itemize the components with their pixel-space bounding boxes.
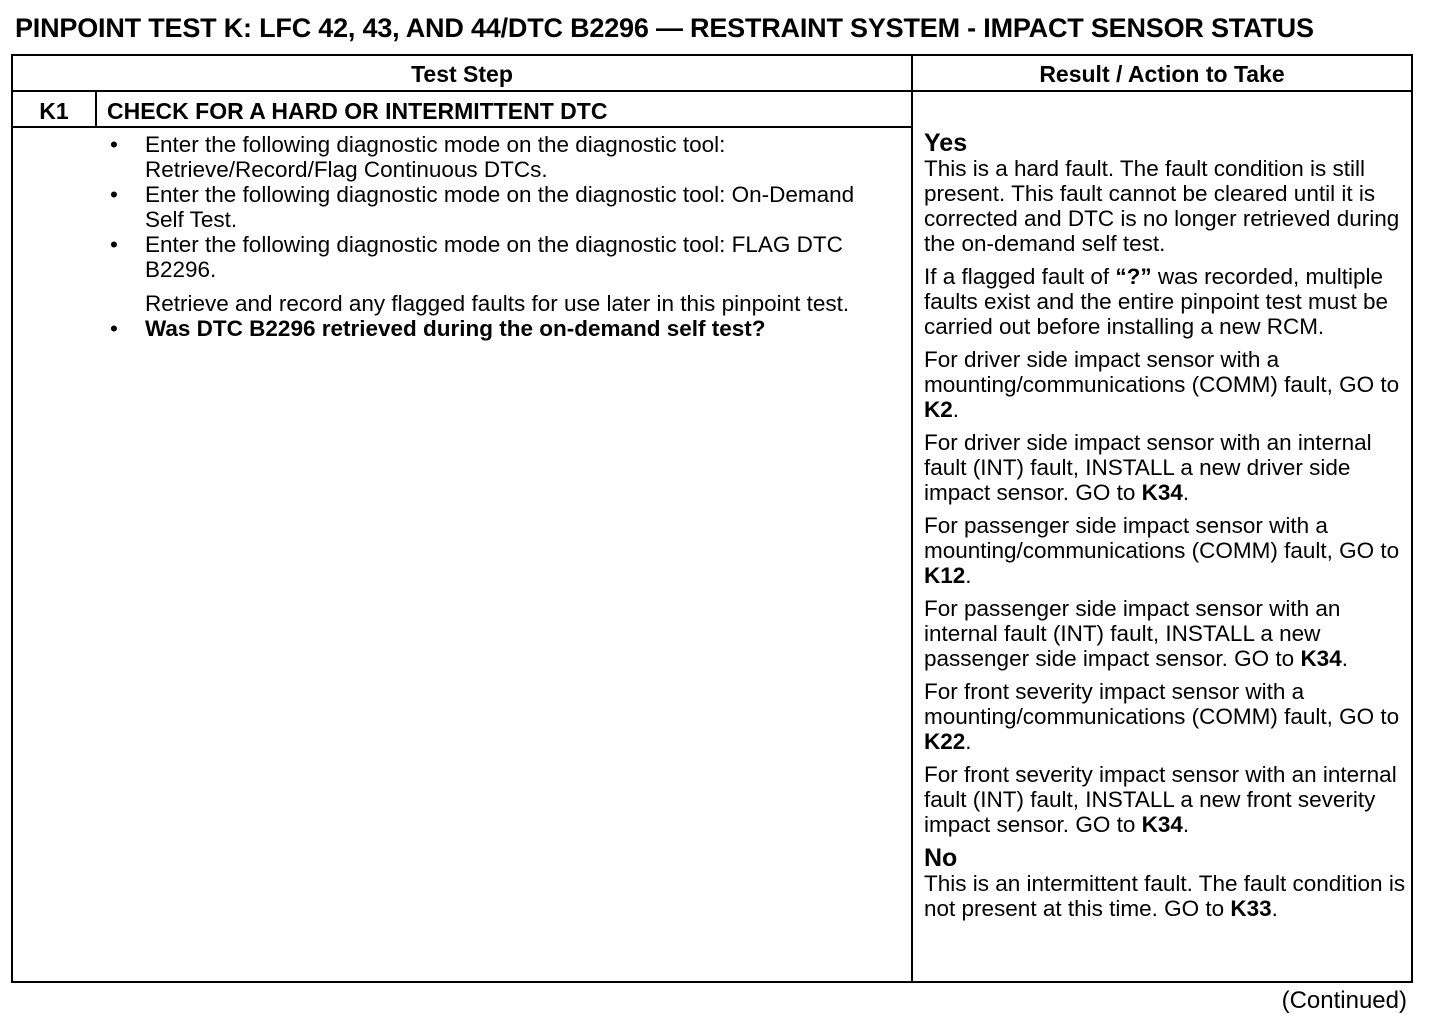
- action-text: For passenger side impact sensor with an internal fault (INT) fault, INSTALL a new passenger side impact sensor. GO to: [924, 596, 1341, 671]
- bullet-icon: •: [110, 316, 118, 341]
- column-divider: [911, 56, 913, 981]
- action-punct: .: [965, 729, 972, 754]
- step-id-divider: [95, 92, 97, 128]
- action-punct: .: [1182, 480, 1190, 505]
- action-item: [924, 762, 1410, 837]
- no-text: [924, 871, 1410, 921]
- instruction-text: Enter the following diagnostic mode on the diagnostic tool: FLAG DTC B2296.: [145, 232, 843, 282]
- bullet-icon: •: [110, 232, 118, 257]
- instruction-note: Retrieve and record any flagged faults for use later in this pinpoint test.: [145, 291, 850, 316]
- instruction-item: [107, 182, 897, 232]
- action-punct: .: [965, 563, 972, 588]
- step-id: K1: [39, 98, 69, 124]
- instruction-item: [107, 232, 897, 282]
- pinpoint-test-table: [11, 54, 1413, 983]
- action-item: [924, 347, 1410, 422]
- result-action: [924, 130, 1410, 929]
- step-reference-link: K34: [1300, 646, 1342, 671]
- action-item: [924, 596, 1410, 671]
- yes-text: This is a hard fault. The fault condition is still present. This fault cannot be cleared until it is corrected and DTC is no longer retrieved during the on-demand self test.: [924, 156, 1400, 256]
- action-item: [924, 679, 1410, 754]
- flagged-symbol: “?”: [1115, 264, 1152, 289]
- instruction-text: Enter the following diagnostic mode on the diagnostic tool: Retrieve/Record/Flag Continuous DTCs.: [145, 132, 726, 182]
- action-text: For driver side impact sensor with a mounting/communications (COMM) fault, GO to: [924, 347, 1400, 397]
- no-heading: No: [924, 844, 958, 872]
- no-text-body: This is an intermittent fault. The fault condition is not present at this time. GO to: [924, 871, 1406, 921]
- header-result-action: Result / Action to Take: [1039, 61, 1285, 87]
- action-item: [924, 513, 1410, 588]
- action-text: For passenger side impact sensor with a mounting/communications (COMM) fault, GO to: [924, 513, 1400, 563]
- step-reference-link: K12: [924, 563, 966, 588]
- header-test-step: Test Step: [411, 61, 513, 87]
- action-punct: .: [1182, 812, 1190, 837]
- step-reference-link: K34: [1141, 480, 1183, 505]
- step-reference-link: K22: [924, 729, 966, 754]
- no-text-punct: .: [1271, 896, 1278, 921]
- flagged-text-end: was recorded, multiple faults exist and the entire pinpoint test must be carried out before installing a new RCM.: [924, 264, 1389, 339]
- action-item: [924, 430, 1410, 505]
- bullet-icon: •: [110, 132, 118, 157]
- step-reference-link: K34: [1141, 812, 1183, 837]
- bullet-icon: •: [110, 182, 118, 207]
- step-reference-link: K33: [1230, 896, 1272, 921]
- question-text: Was DTC B2296 retrieved during the on-demand self test?: [145, 316, 766, 341]
- action-punct: .: [1341, 646, 1348, 671]
- flagged-fault-note: [924, 264, 1410, 339]
- page-title: PINPOINT TEST K: LFC 42, 43, AND 44/DTC B2296 — RESTRAINT SYSTEM - IMPACT SENSOR STATUS: [15, 13, 1314, 43]
- step-reference-link: K2: [924, 397, 953, 422]
- yes-heading: Yes: [924, 129, 968, 157]
- continued-note: (Continued): [1281, 987, 1407, 1014]
- action-punct: .: [952, 397, 960, 422]
- instruction-text: Enter the following diagnostic mode on the diagnostic tool: On-Demand Self Test.: [145, 182, 855, 232]
- step-instructions: [107, 132, 897, 341]
- action-text: For driver side impact sensor with an internal fault (INT) fault, INSTALL a new driver side impact sensor. GO to: [924, 430, 1372, 505]
- instruction-question: [107, 316, 897, 341]
- flagged-text-start: If a flagged fault of: [924, 264, 1116, 289]
- action-text: For front severity impact sensor with a mounting/communications (COMM) fault, GO to: [924, 679, 1400, 729]
- step-name: CHECK FOR A HARD OR INTERMITTENT DTC: [107, 98, 608, 124]
- instruction-item: [107, 132, 897, 182]
- action-text: For front severity impact sensor with an internal fault (INT) fault, INSTALL a new front severity impact sensor. GO to: [924, 762, 1397, 837]
